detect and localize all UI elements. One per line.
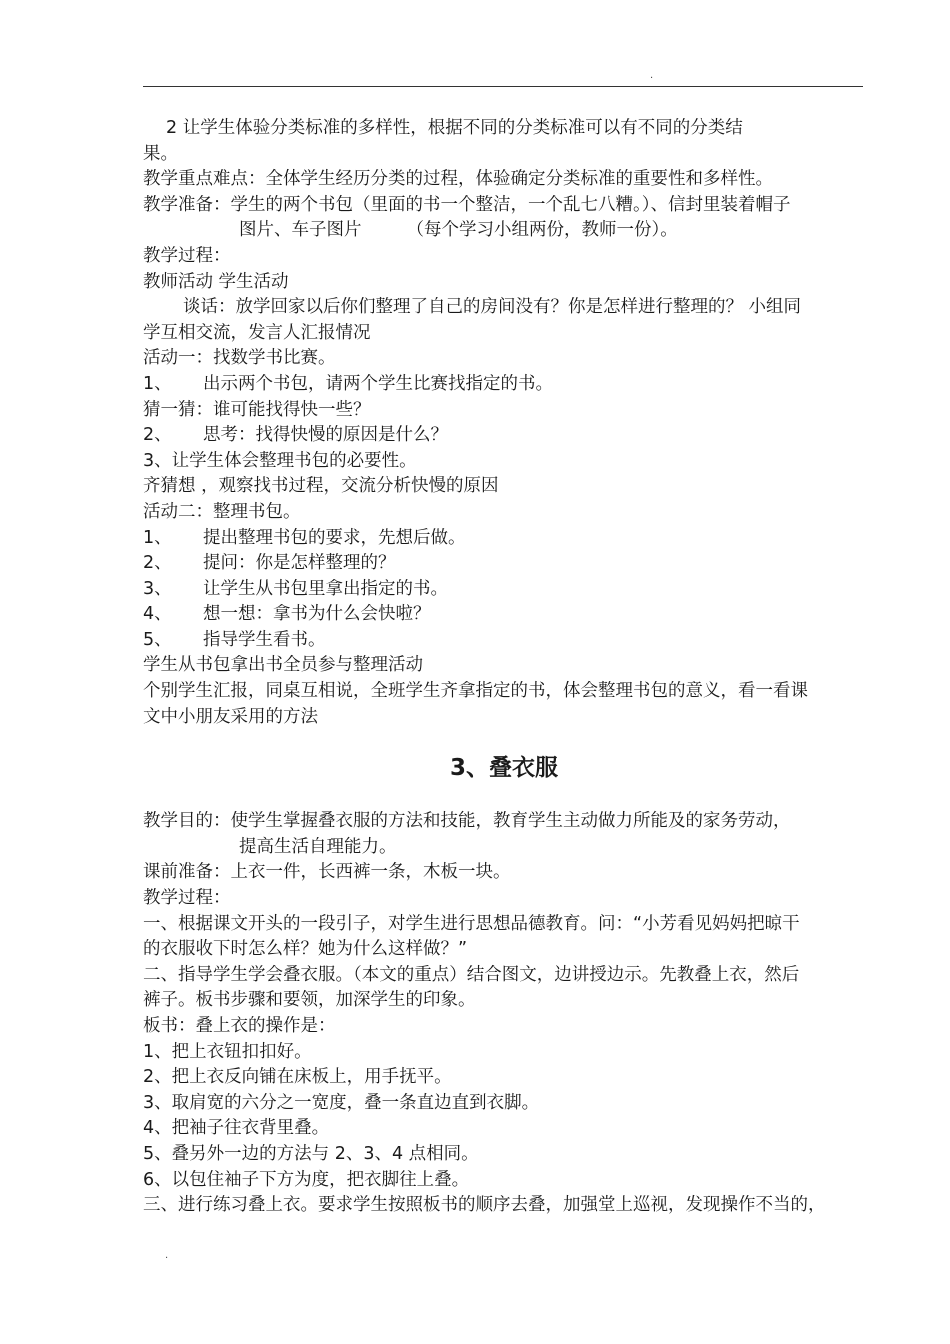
fold-step-2: 2、把上衣反向铺在床板上，用手抚平。: [143, 1067, 452, 1088]
list-text: 让学生从书包里拿出指定的书。: [203, 578, 448, 599]
activity-2-title: 活动二：整理书包。: [143, 501, 301, 522]
activities-header: 教师活动 学生活动: [143, 271, 289, 292]
process-label: 教学过程：: [143, 245, 231, 266]
fold-step-4: 4、把袖子往衣背里叠。: [143, 1118, 330, 1139]
list-number: 1、: [143, 527, 172, 548]
prep-quantity: （每个学习小组两份，教师一份）。: [406, 220, 678, 241]
list-number: 1、: [143, 373, 172, 394]
step-1-line-2: 的衣服收下时怎么样？她为什么这样做？”: [143, 939, 468, 960]
guess-line-2: 齐猜想 ，观察找书过程，交流分析快慢的原因: [143, 476, 499, 497]
fold-step-5: 5、叠另外一边的方法与 2、3、4 点相同。: [143, 1143, 479, 1164]
activity-2-item-5: [143, 628, 865, 654]
list-number: 2、: [143, 553, 172, 574]
section-title: 3、叠衣服: [449, 755, 558, 782]
list-text: 出示两个书包，请两个学生比赛找指定的书。: [203, 373, 553, 394]
process-label-2: 教学过程：: [143, 888, 231, 909]
board-label: 板书：叠上衣的操作是：: [143, 1016, 336, 1036]
key-points: 教学重点难点：全体学生经历分类的过程，体验确定分类标准的重要性和多样性。: [143, 169, 773, 190]
summary-line-2: 文中小朋友采用的方法: [143, 706, 318, 727]
footer-dot: .: [165, 1250, 169, 1261]
activity-2-item-3: [143, 577, 865, 603]
step-2-line-2: 裤子。板书步骤和要领，加深学生的印象。: [143, 990, 476, 1011]
goal-2-line-1: 2 让学生体验分类标准的多样性，根据不同的分类标准可以有不同的分类结: [166, 118, 743, 138]
step-3-line: 三、进行练习叠上衣。要求学生按照板书的顺序去叠，加强堂上巡视，发现操作不当的，: [143, 1195, 826, 1216]
summary-line-1: 个别学生汇报，同桌互相说，全班学生齐拿指定的书，体会整理书包的意义，看一看课: [143, 681, 808, 702]
talk-line-2: 学互相交流，发言人汇报情况: [143, 322, 371, 343]
activity-2-item-4: [143, 602, 865, 628]
activity-1-item-3: 3、让学生体会整理书包的必要性。: [143, 450, 417, 471]
list-text: 思考：找得快慢的原因是什么？: [203, 425, 448, 446]
goal-2-line-2: 果。: [143, 143, 178, 164]
fold-step-3: 3、取肩宽的六分之一宽度，叠一条直边直到衣脚。: [143, 1092, 540, 1113]
activity-2-item-1: [143, 526, 865, 552]
fold-step-1: 1、把上衣钮扣扣好。: [143, 1041, 312, 1062]
list-text: 提出整理书包的要求，先想后做。: [203, 527, 466, 548]
document-body: [143, 116, 865, 1219]
list-text: 提问：你是怎样整理的？: [203, 553, 396, 574]
step-2-line-1: 二、指导学生学会叠衣服。（本文的重点）结合图文，边讲授边示。先教叠上衣，然后: [143, 964, 800, 985]
list-number: 4、: [143, 604, 172, 625]
goal-line-1: 教学目的：使学生掌握叠衣服的方法和技能，教育学生主动做力所能及的家务劳动，: [143, 811, 791, 832]
guess-line: 猜一猜：谁可能找得快一些？: [143, 399, 371, 420]
prep-line-1: 教学准备：学生的两个书包（里面的书一个整洁，一个乱七八糟。）、信封里装着帽子: [143, 194, 791, 215]
activity-1-title: 活动一：找数学书比赛。: [143, 348, 336, 369]
header-rule: [143, 86, 863, 87]
prep-line-2: [143, 218, 865, 244]
list-number: 5、: [143, 629, 172, 650]
students-line: 学生从书包拿出书全员参与整理活动: [143, 655, 423, 676]
list-text: 想一想：拿书为什么会快啦？: [203, 604, 431, 625]
list-number: 3、: [143, 578, 172, 599]
goal-line-2: 提高生活自理能力。: [239, 836, 397, 857]
prep-pictures: 图片、车子图片: [239, 220, 362, 241]
list-number: 2、: [143, 425, 172, 446]
step-1-line-1: 一、根据课文开头的一段引子，对学生进行思想品德教育。问：“小芳看见妈妈把晾干: [143, 913, 800, 934]
fold-step-6: 6、以包住袖子下方为度，把衣脚往上叠。: [143, 1169, 470, 1190]
prep-line: 课前准备：上衣一件，长西裤一条，木板一块。: [143, 862, 511, 883]
header-dot: .: [650, 70, 654, 81]
talk-line-1: 谈话：放学回家以后你们整理了自己的房间没有？你是怎样进行整理的？ 小组同: [183, 297, 802, 318]
activity-1-item-1: [143, 372, 865, 398]
activity-1-item-2: [143, 423, 865, 449]
list-text: 指导学生看书。: [203, 629, 326, 650]
activity-2-item-2: [143, 551, 865, 577]
